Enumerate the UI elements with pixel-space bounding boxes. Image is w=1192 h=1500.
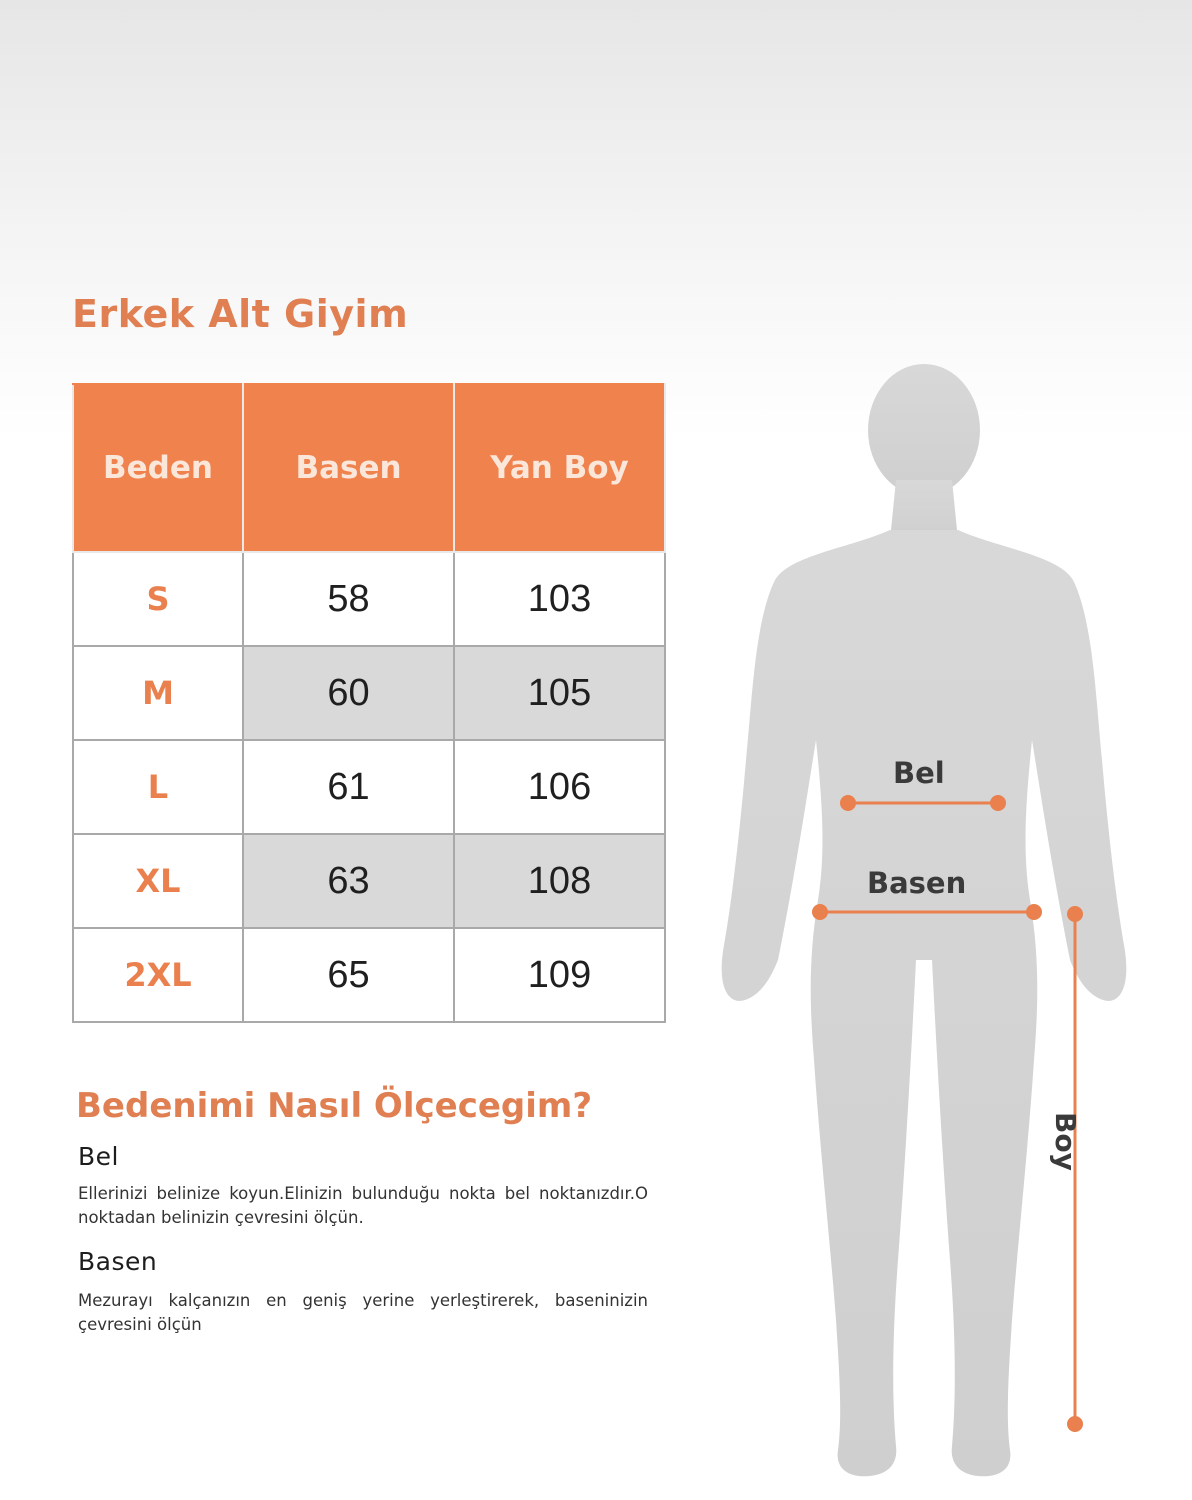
header-basen: Basen — [243, 384, 454, 552]
table-row — [73, 928, 665, 1022]
size-cell: XL — [73, 834, 243, 928]
bel-heading: Bel — [78, 1142, 119, 1171]
basen-cell: 60 — [243, 646, 454, 740]
basen-cell: 61 — [243, 740, 454, 834]
basen-cell: 65 — [243, 928, 454, 1022]
basen-instructions: Mezurayı kalçanızın en geniş yerine yerleştirerek, baseninizin çevresini ölçün — [78, 1291, 648, 1334]
page-title: Erkek Alt Giyim — [72, 292, 409, 336]
basen-cell: 58 — [243, 552, 454, 646]
header-beden: Beden — [73, 384, 243, 552]
yan-boy-cell: 103 — [454, 552, 665, 646]
table-row — [73, 646, 665, 740]
table-row — [73, 552, 665, 646]
person-figure — [722, 364, 1127, 1476]
header-yan-boy: Yan Boy — [454, 384, 665, 552]
guide-heading: Bedenimi Nasıl Ölçecegim? — [76, 1086, 593, 1126]
basen-heading: Basen — [78, 1247, 158, 1276]
boy-label: Boy — [1049, 1112, 1082, 1171]
bel-label: Bel — [893, 756, 945, 790]
size-cell: S — [73, 552, 243, 646]
size-cell: L — [73, 740, 243, 834]
body-silhouette — [700, 360, 1160, 1490]
basen-label: Basen — [867, 866, 967, 900]
bel-instructions: Ellerinizi belinize koyun.Elinizin bulunduğu nokta bel noktanızdır.O noktadan belinizin çevresini ölçün. — [78, 1184, 648, 1227]
size-table — [72, 383, 666, 1023]
table-header-row — [73, 384, 665, 552]
size-cell: 2XL — [73, 928, 243, 1022]
yan-boy-cell: 108 — [454, 834, 665, 928]
basen-cell: 63 — [243, 834, 454, 928]
yan-boy-cell: 109 — [454, 928, 665, 1022]
yan-boy-cell: 105 — [454, 646, 665, 740]
size-cell: M — [73, 646, 243, 740]
table-row — [73, 740, 665, 834]
yan-boy-cell: 106 — [454, 740, 665, 834]
table-row — [73, 834, 665, 928]
